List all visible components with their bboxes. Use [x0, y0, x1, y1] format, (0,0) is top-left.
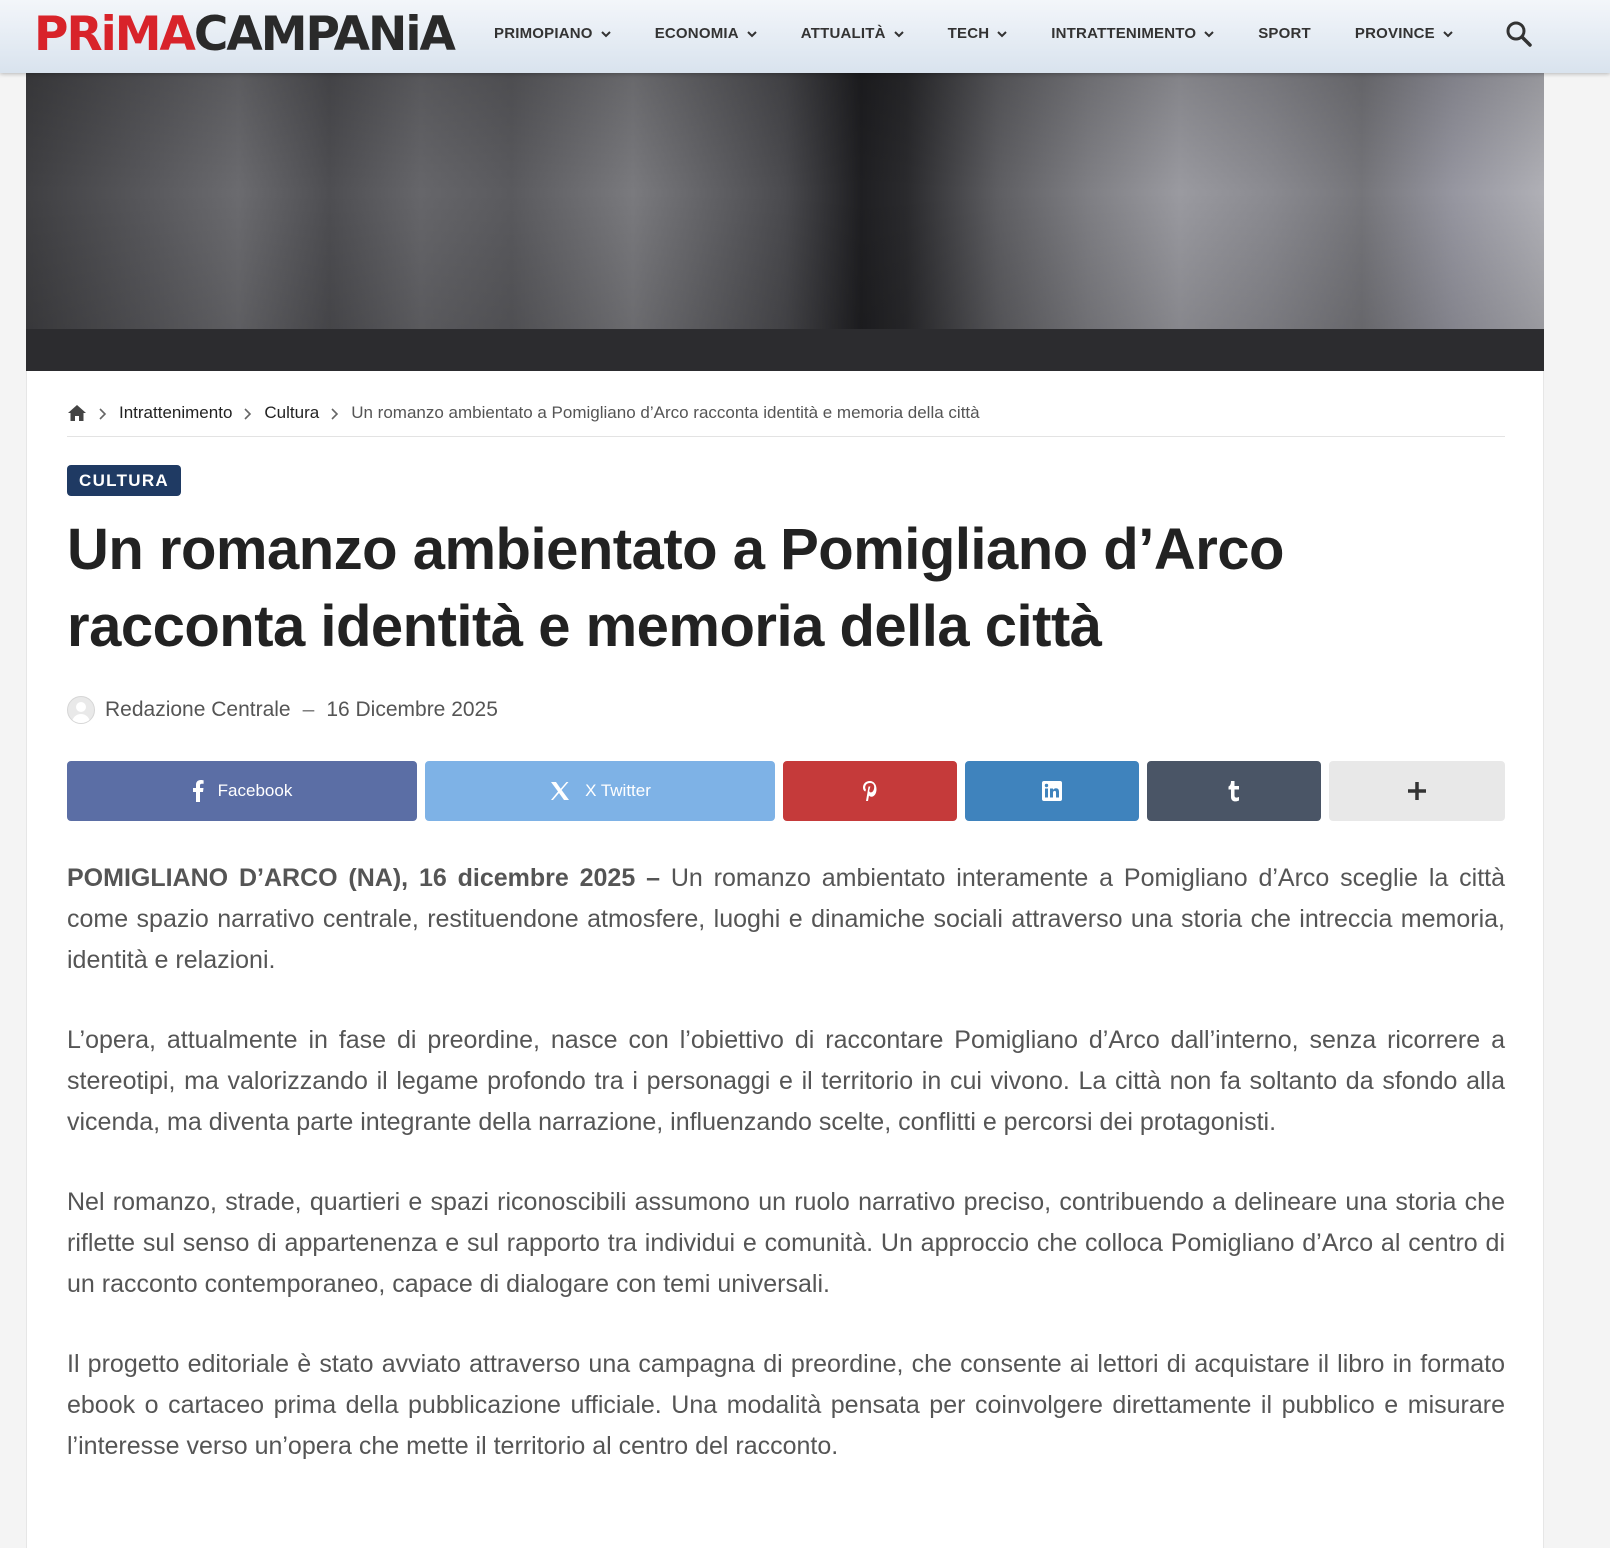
chevron-down-icon: [894, 29, 904, 39]
pinterest-icon: [861, 780, 879, 802]
site-header: [0, 0, 1610, 73]
share-twitter-label: X Twitter: [585, 781, 651, 800]
category-badge[interactable]: CULTURA: [67, 465, 181, 496]
main-nav: [494, 0, 1497, 67]
chevron-right-icon: [331, 408, 339, 420]
chevron-right-icon: [244, 408, 252, 420]
logo-part-campania: CAMPANiA: [193, 7, 454, 62]
lead-dateline: POMIGLIANO D’ARCO (NA), 16 dicembre 2025 –: [67, 864, 660, 892]
breadcrumb-link-intrattenimento[interactable]: Intrattenimento: [119, 403, 233, 422]
publish-date: 16 Dicembre 2025: [326, 698, 498, 721]
nav-label: INTRATTENIMENTO: [1051, 25, 1197, 42]
hero-image: [26, 73, 1544, 371]
article-paragraph: Il progetto editoriale è stato avviato attraverso una campagna di preordine, che consente ai lettori di acquistare il libro in formato ebook o cartaceo prima della pubblicazione ufficiale. Una modalità pensata per coinvolgere direttamente il pubblico e misurare l’interesse verso un’opera che mette il territorio al centro del racconto.: [67, 1350, 1505, 1460]
chevron-down-icon: [1443, 29, 1453, 39]
tumblr-icon: [1227, 780, 1241, 802]
article-paragraph: Nel romanzo, strade, quartieri e spazi riconoscibili assumono un ruolo narrativo preciso, contribuendo a delineare una storia che riflette sul senso di appartenenza e sul rapporto tra individui e comunità. Un approccio che colloca Pomigliano d’Arco al centro di un racconto contemporaneo, capace di dialogare con temi universali.: [67, 1188, 1505, 1298]
breadcrumb-current: Un romanzo ambientato a Pomigliano d’Arco racconta identità e memoria della città: [351, 403, 980, 422]
nav-label: PROVINCE: [1354, 25, 1435, 42]
chevron-down-icon: [601, 29, 611, 39]
article-paragraph: L’opera, attualmente in fase di preordine, nasce con l’obiettivo di raccontare Pomigliano d’Arco dall’interno, senza ricorrere a stereotipi, ma valorizzando il legame profondo tra i personaggi e il territorio in cui vivono. La città non fa soltanto da sfondo alla vicenda, ma diventa parte integrante della narrazione, influenzando scelte, conflitti e percorsi dei protagonisti.: [67, 1026, 1505, 1136]
author-name[interactable]: Redazione Centrale: [105, 698, 291, 721]
article-body: [67, 858, 1505, 1506]
share-more-button[interactable]: [1329, 761, 1505, 821]
meta-separator: –: [302, 698, 315, 721]
breadcrumb: [67, 403, 1505, 437]
nav-item-province[interactable]: [1355, 25, 1453, 42]
nav-item-intrattenimento[interactable]: [1051, 25, 1214, 42]
logo-part-prima: PRiMA: [34, 7, 194, 62]
plus-icon: [1406, 780, 1428, 802]
nav-label: TECH: [947, 25, 990, 42]
nav-item-economia[interactable]: [655, 25, 757, 42]
article-card: [26, 371, 1544, 1548]
share-pinterest-button[interactable]: [783, 761, 957, 821]
chevron-right-icon: [99, 408, 107, 420]
nav-item-attualita[interactable]: [801, 25, 904, 42]
nav-label: PRIMOPIANO: [494, 25, 593, 42]
chevron-down-icon: [1204, 29, 1214, 39]
share-facebook-label: Facebook: [217, 781, 293, 800]
share-linkedin-button[interactable]: [965, 761, 1139, 821]
author-avatar: [67, 696, 95, 724]
article-title: Un romanzo ambientato a Pomigliano d’Arco racconta identità e memoria della città: [67, 517, 1284, 659]
home-icon[interactable]: [67, 404, 87, 422]
search-icon[interactable]: [1505, 20, 1533, 48]
nav-label: ATTUALITÀ: [800, 25, 886, 42]
lead-text: Un romanzo ambientato interamente a Pomigliano d’Arco sceglie la città come spazio narrativo centrale, restituendone atmosfere, luoghi e dinamiche sociali attraverso una storia che intreccia memoria, identità e relazioni.: [67, 864, 1505, 974]
chevron-down-icon: [747, 29, 757, 39]
nav-label: SPORT: [1258, 25, 1311, 42]
share-bar: [67, 761, 1505, 821]
hero-caption-band: [26, 329, 1544, 371]
article-lead-paragraph: [67, 858, 1505, 981]
nav-item-tech[interactable]: [948, 25, 1008, 42]
x-twitter-icon: [549, 780, 571, 802]
facebook-icon: [192, 780, 204, 802]
share-twitter-button[interactable]: [425, 761, 775, 821]
nav-item-primopiano[interactable]: [494, 25, 611, 42]
chevron-down-icon: [997, 29, 1007, 39]
nav-item-sport[interactable]: [1258, 25, 1311, 42]
nav-label: ECONOMIA: [654, 25, 739, 42]
article-meta: [67, 695, 498, 725]
site-logo[interactable]: [34, 6, 454, 62]
share-tumblr-button[interactable]: [1147, 761, 1321, 821]
linkedin-icon: [1042, 781, 1062, 801]
breadcrumb-link-cultura[interactable]: Cultura: [264, 403, 320, 422]
share-facebook-button[interactable]: [67, 761, 417, 821]
